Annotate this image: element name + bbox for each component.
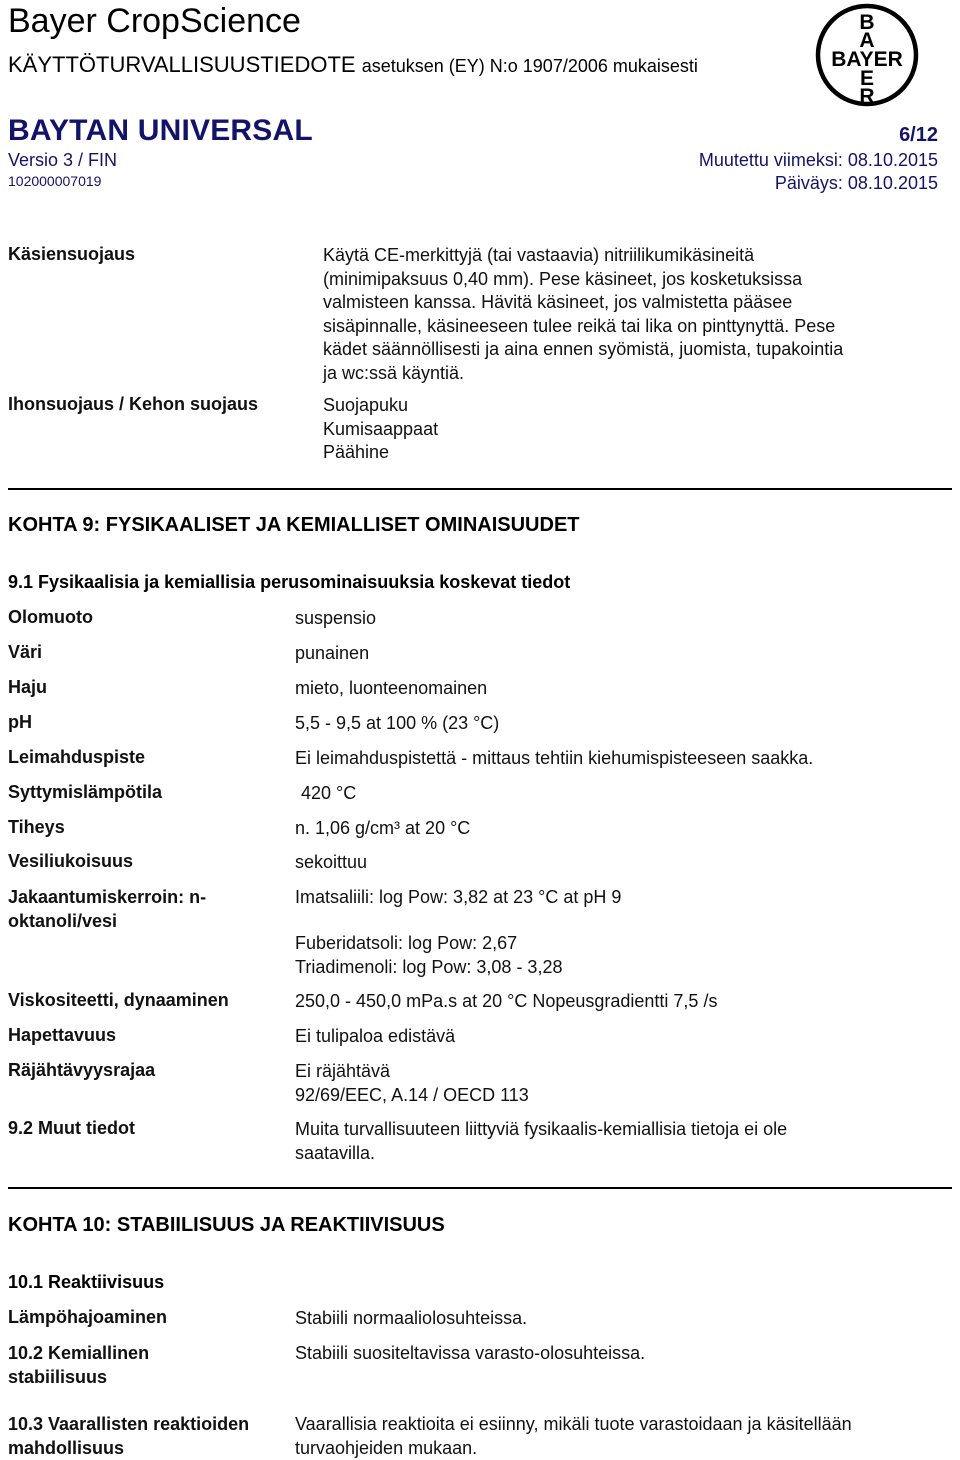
prop-label-leimahduspiste: Leimahduspiste — [8, 747, 145, 768]
section-divider — [8, 488, 952, 490]
prop-label-ph: pH — [8, 712, 32, 733]
prop-value-vari: punainen — [295, 642, 369, 666]
skin-protection-text — [323, 394, 438, 465]
hand-protection-text — [323, 244, 843, 385]
prop-value-hapettavuus: Ei tulipaloa edistävä — [295, 1025, 455, 1049]
skin-protection-item: Kumisaappaat — [323, 418, 438, 442]
bayer-logo — [812, 0, 922, 110]
logo-letter-b-top: B — [859, 11, 874, 34]
document-number: 102000007019 — [8, 173, 101, 189]
prop-value-jakaantumiskerroin-imatsaliili: Imatsaliili: log Pow: 3,82 at 23 °C at pH 9 — [295, 886, 621, 910]
hand-protection-line: ja wc:ssä käyntiä. — [323, 362, 843, 386]
prop-label-hapettavuus: Hapettavuus — [8, 1025, 116, 1046]
prop-value-jakaantumiskerroin-others — [295, 932, 562, 979]
section-9-2-line: saatavilla. — [295, 1142, 787, 1166]
prop-value-haju: mieto, luonteenomainen — [295, 677, 487, 701]
modified-date: Muutettu viimeksi: 08.10.2015 — [699, 150, 938, 171]
section-10-2-label — [8, 1342, 149, 1389]
section-divider — [8, 1187, 952, 1189]
prop-label-line: oktanoli/vesi — [8, 910, 206, 934]
hand-protection-line: sisäpinnalle, käsineeseen tulee reikä tai lika on pinttynyttä. Pese — [323, 315, 843, 339]
prop-value-line: Ei räjähtävä — [295, 1060, 529, 1084]
section-10-3-label-line: 10.3 Vaarallisten reaktioiden — [8, 1413, 249, 1437]
prop-label-line: Jakaantumiskerroin: n- — [8, 886, 206, 910]
section-10-3-value-line: turvaohjeiden mukaan. — [295, 1437, 852, 1460]
section-9-heading: KOHTA 9: FYSIKAALISET JA KEMIALLISET OMINAISUUDET — [8, 514, 580, 537]
thermal-decomposition-label: Lämpöhajoaminen — [8, 1307, 167, 1328]
prop-label-jakaantumiskerroin — [8, 886, 206, 933]
prop-value-ph: 5,5 - 9,5 at 100 % (23 °C) — [295, 712, 499, 736]
prop-label-olomuoto: Olomuoto — [8, 607, 93, 628]
skin-protection-item: Suojapuku — [323, 394, 438, 418]
section-10-3-value-line: Vaarallisia reaktioita ei esiinny, mikäli tuote varastoidaan ja käsitellään — [295, 1413, 852, 1437]
prop-value-syttymislampotila: 420 °C — [301, 782, 356, 806]
hand-protection-line: kädet säännöllisesti ja aina ennen syömistä, juomista, tupakointia — [323, 338, 843, 362]
hand-protection-line: valmisteen kanssa. Hävitä käsineet, jos valmistetta pääsee — [323, 291, 843, 315]
prop-label-tiheys: Tiheys — [8, 817, 65, 838]
prop-value-rajahtavyysrajaa — [295, 1060, 529, 1107]
logo-letter-e: E — [860, 67, 874, 90]
prop-label-viskositeetti: Viskositeetti, dynaaminen — [8, 990, 229, 1011]
skin-protection-label: Ihonsuojaus / Kehon suojaus — [8, 394, 258, 415]
document-title-suffix: asetuksen (EY) N:o 1907/2006 mukaisesti — [362, 56, 698, 76]
prop-value-leimahduspiste: Ei leimahduspistettä - mittaus tehtiin kiehumispisteeseen saakka. — [295, 747, 813, 771]
hand-protection-line: (minimipaksuus 0,40 mm). Pese käsineet, jos kosketuksissa — [323, 268, 843, 292]
prop-value-line: Fuberidatsoli: log Pow: 2,67 — [295, 932, 562, 956]
prop-label-vari: Väri — [8, 642, 42, 663]
section-10-3-value — [295, 1413, 852, 1460]
prop-value-olomuoto: suspensio — [295, 607, 376, 631]
prop-value-line: Triadimenoli: log Pow: 3,08 - 3,28 — [295, 956, 562, 980]
version: Versio 3 / FIN — [8, 150, 117, 171]
section-10-heading: KOHTA 10: STABIILISUUS JA REAKTIIVISUUS — [8, 1214, 445, 1237]
product-name: BAYTAN UNIVERSAL — [8, 114, 313, 148]
skin-protection-item: Päähine — [323, 441, 438, 465]
section-10-3-label — [8, 1413, 249, 1460]
thermal-decomposition-value: Stabiili normaaliolosuhteissa. — [295, 1307, 527, 1331]
logo-word-bayer: BAYER — [831, 48, 903, 71]
hand-protection-line: Käytä CE-merkittyjä (tai vastaavia) nitriilikumikäsineitä — [323, 244, 843, 268]
section-10-2-label-line: stabiilisuus — [8, 1366, 149, 1390]
section-10-2-label-line: 10.2 Kemiallinen — [8, 1342, 149, 1366]
section-9-1-heading: 9.1 Fysikaalisia ja kemiallisia perusominaisuuksia koskevat tiedot — [8, 572, 570, 593]
document-title — [8, 52, 698, 78]
prop-label-syttymislampotila: Syttymislämpötila — [8, 782, 162, 803]
section-9-2-line: Muita turvallisuuteen liittyviä fysikaalis-kemiallisia tietoja ei ole — [295, 1118, 787, 1142]
prop-label-vesiliukoisuus: Vesiliukoisuus — [8, 851, 133, 872]
prop-label-rajahtavyysrajaa: Räjähtävyysrajaa — [8, 1060, 155, 1081]
section-10-3-label-line: mahdollisuus — [8, 1437, 249, 1460]
prop-value-tiheys: n. 1,06 g/cm³ at 20 °C — [295, 817, 470, 841]
prop-value-viskositeetti: 250,0 - 450,0 mPa.s at 20 °C Nopeusgradientti 7,5 /s — [295, 990, 717, 1014]
logo-letter-r: R — [859, 85, 874, 108]
brand-name: Bayer CropScience — [8, 2, 301, 41]
logo-letter-a: A — [859, 29, 874, 52]
issue-date: Päiväys: 08.10.2015 — [775, 173, 938, 194]
prop-value-vesiliukoisuus: sekoittuu — [295, 851, 367, 875]
hand-protection-label: Käsiensuojaus — [8, 244, 135, 265]
document-title-main: KÄYTTÖTURVALLISUUSTIEDOTE — [8, 52, 356, 77]
section-9-2-label: 9.2 Muut tiedot — [8, 1118, 135, 1139]
section-10-1-heading: 10.1 Reaktiivisuus — [8, 1272, 164, 1293]
section-9-2-text — [295, 1118, 787, 1165]
prop-value-line: 92/69/EEC, A.14 / OECD 113 — [295, 1084, 529, 1108]
section-10-2-value: Stabiili suositeltavissa varasto-olosuhteissa. — [295, 1342, 645, 1366]
page-number: 6/12 — [899, 124, 938, 147]
prop-label-haju: Haju — [8, 677, 47, 698]
